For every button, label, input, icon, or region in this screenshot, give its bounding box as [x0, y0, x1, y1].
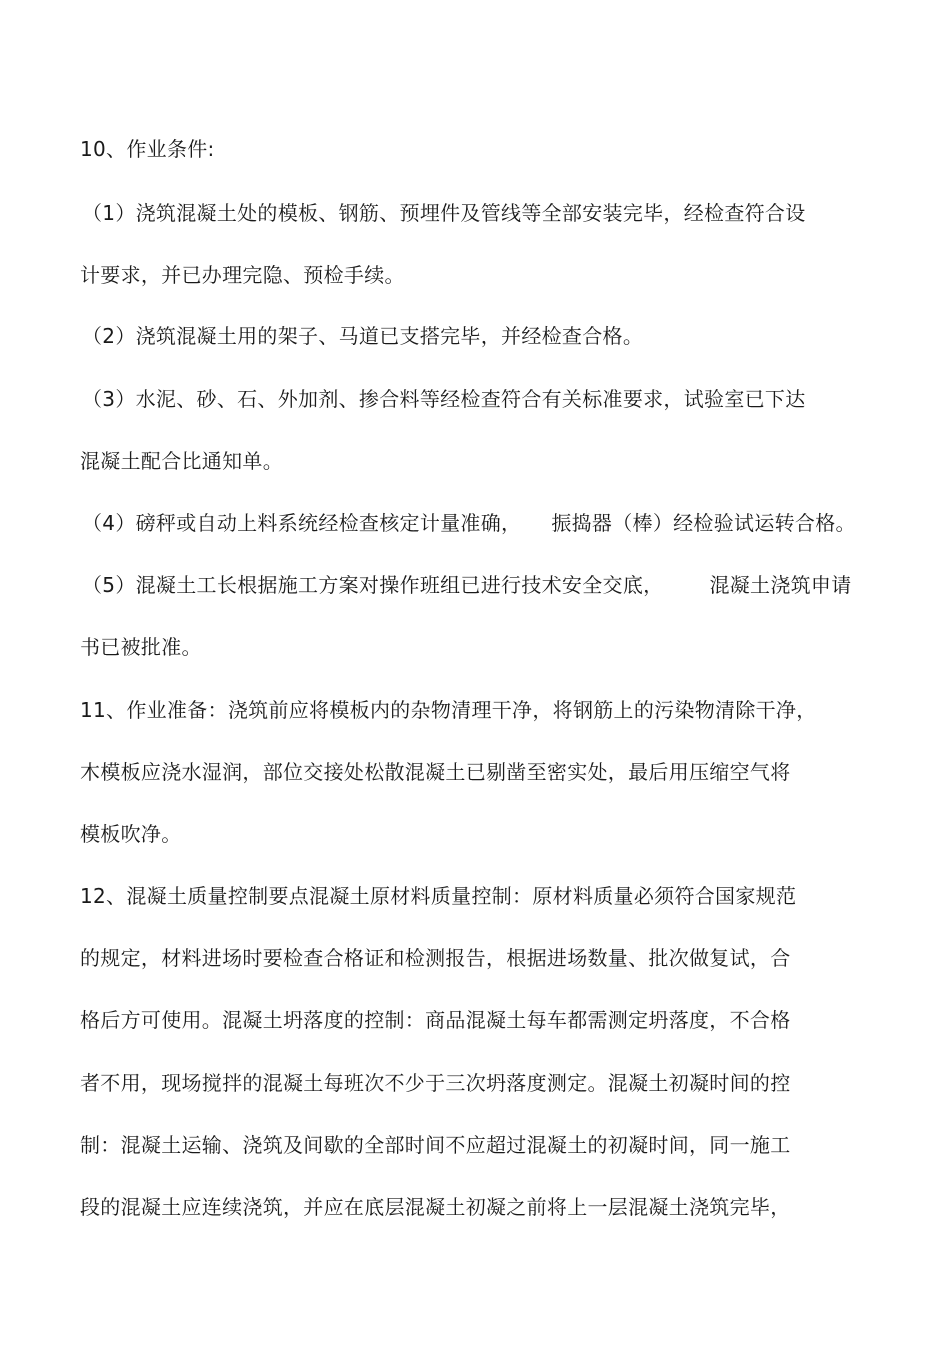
- condition-4-part-1: （4）磅秤或自动上料系统经检查核定计量准确，: [82, 511, 522, 535]
- section-12-line-3: 格后方可使用。混凝土坍落度的控制：商品混凝土每车都需测定坍落度，不合格: [80, 1008, 791, 1032]
- section-12-line-4: 者不用，现场搅拌的混凝土每班次不少于三次坍落度测定。混凝土初凝时间的控: [80, 1071, 791, 1095]
- section-12-line-1: 12、混凝土质量控制要点混凝土原材料质量控制：原材料质量必须符合国家规范: [80, 884, 797, 908]
- condition-3-line-2: 混凝土配合比通知单。: [80, 449, 283, 473]
- condition-2-line: （2）浇筑混凝土用的架子、马道已支搭完毕，并经检查合格。: [82, 324, 644, 348]
- condition-1-line-2: 计要求，并已办理完隐、预检手续。: [80, 263, 405, 287]
- condition-1-line-1: （1）浇筑混凝土处的模板、钢筋、预埋件及管线等全部安装完毕，经检查符合设: [82, 201, 806, 225]
- section-12-line-6: 段的混凝土应连续浇筑，并应在底层混凝土初凝之前将上一层混凝土浇筑完毕，: [80, 1195, 791, 1219]
- condition-5-part-1: （5）混凝土工长根据施工方案对操作班组已进行技术安全交底，: [82, 573, 664, 597]
- condition-4-part-2: 振捣器（棒）经检验试运转合格。: [551, 511, 856, 535]
- section-10-heading: 10、作业条件:: [80, 137, 215, 161]
- section-12-line-5: 制：混凝土运输、浇筑及间歇的全部时间不应超过混凝土的初凝时间，同一施工: [80, 1133, 791, 1157]
- section-12-line-2: 的规定，材料进场时要检查合格证和检测报告，根据进场数量、批次做复试，合: [80, 946, 791, 970]
- section-11-line-1: 11、作业准备：浇筑前应将模板内的杂物清理干净，将钢筋上的污染物清除干净，: [80, 698, 817, 722]
- condition-5-line-2: 书已被批准。: [80, 635, 202, 659]
- condition-3-line-1: （3）水泥、砂、石、外加剂、掺合料等经检查符合有关标准要求，试验室已下达: [82, 387, 806, 411]
- condition-5-line-1: [82, 573, 852, 597]
- condition-4-line: [82, 511, 856, 535]
- section-11-line-3: 模板吹净。: [80, 822, 182, 846]
- section-11-line-2: 木模板应浇水湿润，部位交接处松散混凝土已剔凿至密实处，最后用压缩空气将: [80, 760, 791, 784]
- condition-5-part-2: 混凝土浇筑申请: [709, 573, 852, 597]
